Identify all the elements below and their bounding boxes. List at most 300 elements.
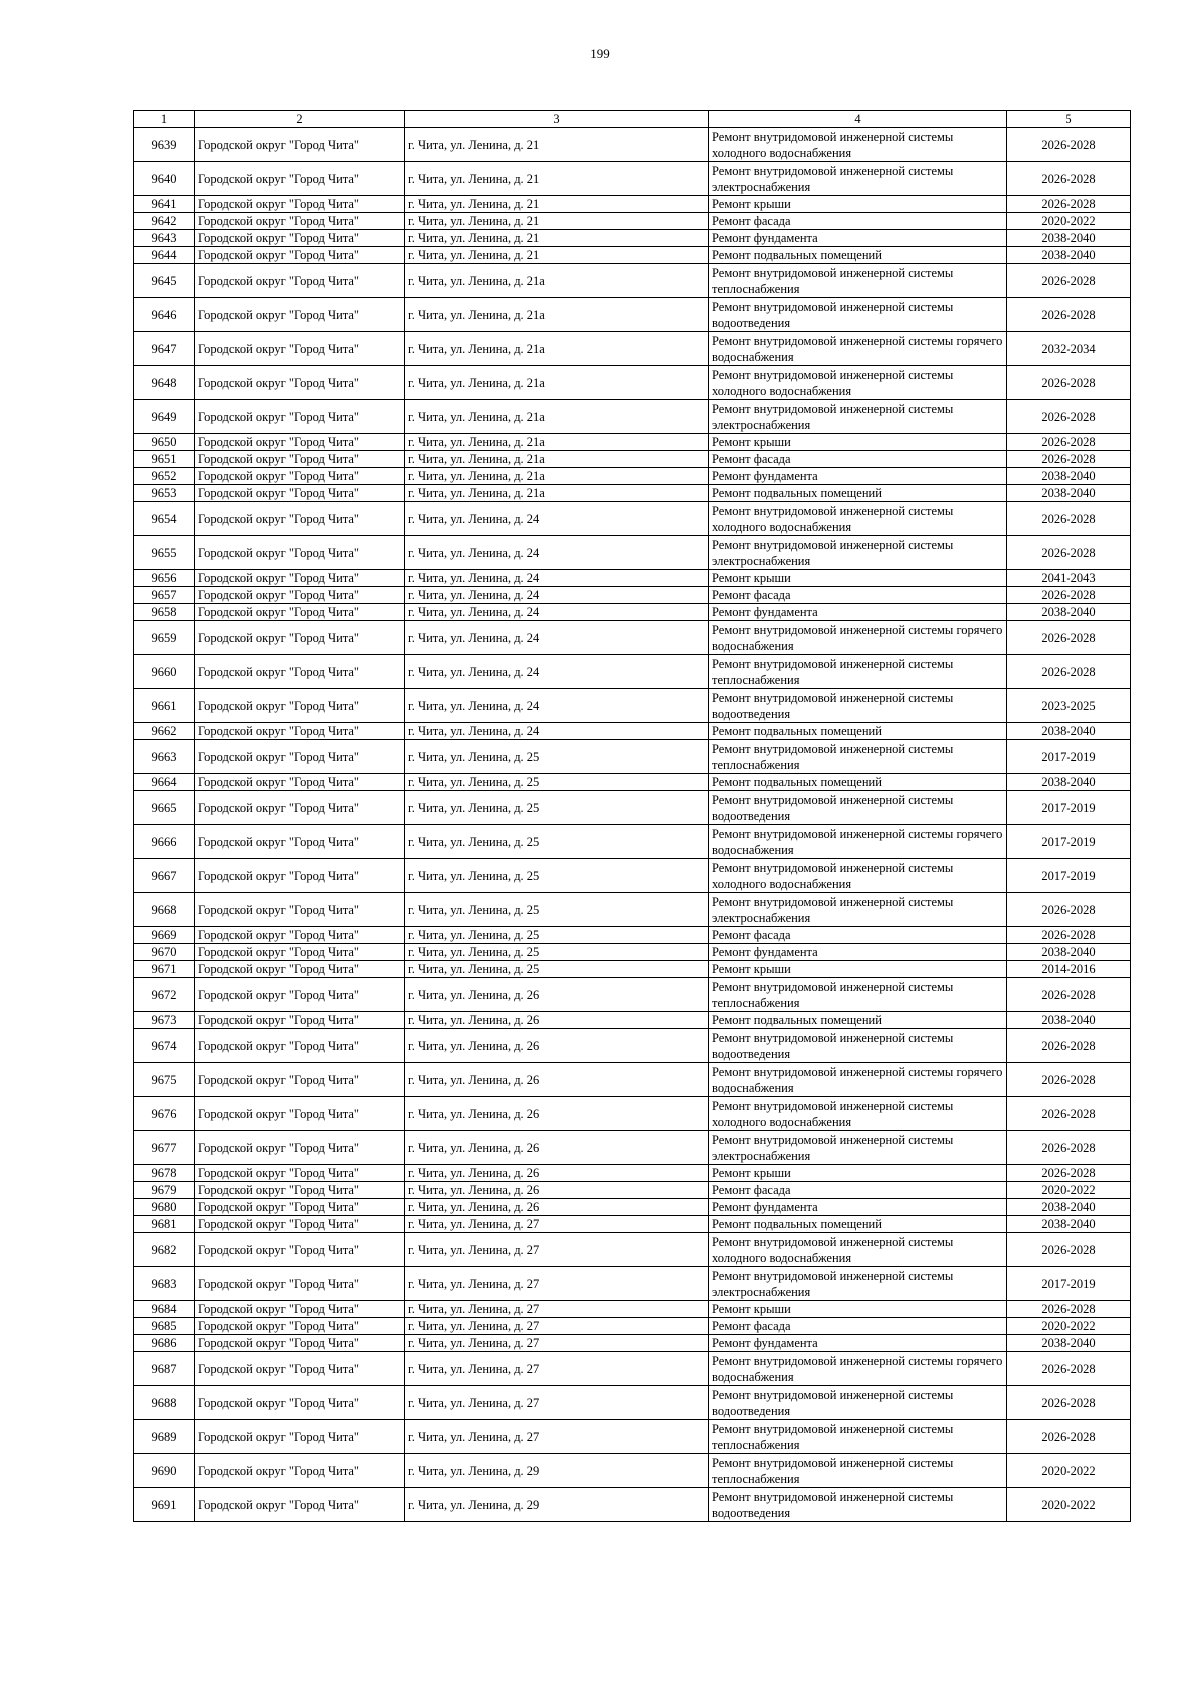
cell-municipality: Городской округ "Город Чита" [195,434,405,451]
cell-work-type: Ремонт фундамента [709,1199,1007,1216]
cell-address: г. Чита, ул. Ленина, д. 21 [405,162,709,196]
table-row [134,264,1131,298]
cell-row-number: 9669 [134,927,195,944]
cell-municipality: Городской округ "Город Чита" [195,1386,405,1420]
table-row [134,366,1131,400]
cell-row-number: 9683 [134,1267,195,1301]
cell-period: 2026-2028 [1007,298,1131,332]
cell-period: 2026-2028 [1007,927,1131,944]
cell-period: 2026-2028 [1007,400,1131,434]
cell-row-number: 9649 [134,400,195,434]
cell-work-type: Ремонт внутридомовой инженерной системы электроснабжения [709,536,1007,570]
cell-work-type: Ремонт внутридомовой инженерной системы электроснабжения [709,162,1007,196]
cell-period: 2038-2040 [1007,604,1131,621]
table-row [134,230,1131,247]
cell-address: г. Чита, ул. Ленина, д. 25 [405,774,709,791]
table-row [134,1097,1131,1131]
table-row [134,485,1131,502]
cell-period: 2041-2043 [1007,570,1131,587]
cell-address: г. Чита, ул. Ленина, д. 25 [405,791,709,825]
cell-municipality: Городской округ "Город Чита" [195,247,405,264]
cell-row-number: 9668 [134,893,195,927]
cell-work-type: Ремонт внутридомовой инженерной системы холодного водоснабжения [709,859,1007,893]
cell-period: 2026-2028 [1007,621,1131,655]
page-number: 199 [590,46,610,61]
cell-work-type: Ремонт внутридомовой инженерной системы холодного водоснабжения [709,128,1007,162]
cell-row-number: 9690 [134,1454,195,1488]
cell-address: г. Чита, ул. Ленина, д. 21а [405,400,709,434]
cell-address: г. Чита, ул. Ленина, д. 26 [405,1012,709,1029]
cell-period: 2020-2022 [1007,1318,1131,1335]
cell-municipality: Городской округ "Город Чита" [195,1267,405,1301]
cell-row-number: 9674 [134,1029,195,1063]
cell-address: г. Чита, ул. Ленина, д. 29 [405,1488,709,1522]
cell-address: г. Чита, ул. Ленина, д. 24 [405,536,709,570]
cell-municipality: Городской округ "Город Чита" [195,1301,405,1318]
cell-address: г. Чита, ул. Ленина, д. 24 [405,604,709,621]
cell-period: 2026-2028 [1007,196,1131,213]
cell-row-number: 9678 [134,1165,195,1182]
table-row [134,774,1131,791]
cell-work-type: Ремонт внутридомовой инженерной системы теплоснабжения [709,1454,1007,1488]
table-row [134,468,1131,485]
cell-work-type: Ремонт внутридомовой инженерной системы водоотведения [709,689,1007,723]
table-row [134,536,1131,570]
cell-work-type: Ремонт внутридомовой инженерной системы горячего водоснабжения [709,332,1007,366]
table-row [134,621,1131,655]
cell-period: 2017-2019 [1007,859,1131,893]
cell-municipality: Городской округ "Город Чита" [195,961,405,978]
table-row [134,1182,1131,1199]
cell-row-number: 9682 [134,1233,195,1267]
cell-municipality: Городской округ "Город Чита" [195,604,405,621]
cell-row-number: 9657 [134,587,195,604]
cell-row-number: 9673 [134,1012,195,1029]
cell-municipality: Городской округ "Город Чита" [195,1029,405,1063]
table-row [134,604,1131,621]
cell-work-type: Ремонт внутридомовой инженерной системы водоотведения [709,1488,1007,1522]
cell-work-type: Ремонт внутридомовой инженерной системы электроснабжения [709,893,1007,927]
cell-period: 2026-2028 [1007,1420,1131,1454]
cell-work-type: Ремонт внутридомовой инженерной системы водоотведения [709,1386,1007,1420]
cell-address: г. Чита, ул. Ленина, д. 21а [405,332,709,366]
cell-work-type: Ремонт внутридомовой инженерной системы электроснабжения [709,1131,1007,1165]
cell-address: г. Чита, ул. Ленина, д. 24 [405,587,709,604]
cell-period: 2038-2040 [1007,247,1131,264]
table-row [134,587,1131,604]
cell-period: 2026-2028 [1007,128,1131,162]
table-row [134,723,1131,740]
cell-address: г. Чита, ул. Ленина, д. 24 [405,621,709,655]
table-body [134,128,1131,1522]
cell-address: г. Чита, ул. Ленина, д. 21 [405,196,709,213]
cell-municipality: Городской округ "Город Чита" [195,859,405,893]
table-row [134,1488,1131,1522]
table-row [134,570,1131,587]
cell-work-type: Ремонт внутридомовой инженерной системы водоотведения [709,1029,1007,1063]
cell-row-number: 9653 [134,485,195,502]
cell-period: 2023-2025 [1007,689,1131,723]
table-row [134,944,1131,961]
cell-municipality: Городской округ "Город Чита" [195,451,405,468]
cell-period: 2026-2028 [1007,1386,1131,1420]
cell-municipality: Городской округ "Город Чита" [195,400,405,434]
cell-work-type: Ремонт внутридомовой инженерной системы водоотведения [709,791,1007,825]
cell-period: 2038-2040 [1007,230,1131,247]
table-row [134,332,1131,366]
cell-work-type: Ремонт внутридомовой инженерной системы горячего водоснабжения [709,621,1007,655]
table-row [134,1131,1131,1165]
cell-row-number: 9640 [134,162,195,196]
cell-municipality: Городской округ "Город Чита" [195,332,405,366]
cell-address: г. Чита, ул. Ленина, д. 21а [405,264,709,298]
cell-municipality: Городской округ "Город Чита" [195,1488,405,1522]
cell-period: 2026-2028 [1007,1233,1131,1267]
cell-municipality: Городской округ "Город Чита" [195,230,405,247]
cell-municipality: Городской округ "Город Чита" [195,536,405,570]
cell-municipality: Городской округ "Город Чита" [195,128,405,162]
cell-period: 2026-2028 [1007,502,1131,536]
cell-municipality: Городской округ "Город Чита" [195,655,405,689]
cell-address: г. Чита, ул. Ленина, д. 25 [405,859,709,893]
cell-period: 2026-2028 [1007,536,1131,570]
cell-address: г. Чита, ул. Ленина, д. 21а [405,485,709,502]
table-row [134,1012,1131,1029]
cell-address: г. Чита, ул. Ленина, д. 21 [405,128,709,162]
table-row [134,1165,1131,1182]
cell-row-number: 9643 [134,230,195,247]
cell-work-type: Ремонт внутридомовой инженерной системы горячего водоснабжения [709,1063,1007,1097]
table-row [134,1352,1131,1386]
cell-address: г. Чита, ул. Ленина, д. 27 [405,1318,709,1335]
cell-municipality: Городской округ "Город Чита" [195,1352,405,1386]
table-row [134,1199,1131,1216]
table-row [134,825,1131,859]
cell-work-type: Ремонт фасада [709,213,1007,230]
cell-row-number: 9661 [134,689,195,723]
cell-work-type: Ремонт подвальных помещений [709,485,1007,502]
cell-municipality: Городской округ "Город Чита" [195,587,405,604]
cell-address: г. Чита, ул. Ленина, д. 24 [405,723,709,740]
cell-municipality: Городской округ "Город Чита" [195,468,405,485]
table-row [134,740,1131,774]
table-row [134,1233,1131,1267]
cell-period: 2020-2022 [1007,213,1131,230]
cell-address: г. Чита, ул. Ленина, д. 21а [405,434,709,451]
cell-address: г. Чита, ул. Ленина, д. 26 [405,1182,709,1199]
cell-work-type: Ремонт внутридомовой инженерной системы электроснабжения [709,1267,1007,1301]
cell-address: г. Чита, ул. Ленина, д. 21 [405,213,709,230]
cell-work-type: Ремонт внутридомовой инженерной системы теплоснабжения [709,740,1007,774]
cell-period: 2038-2040 [1007,723,1131,740]
cell-municipality: Городской округ "Город Чита" [195,944,405,961]
cell-period: 2032-2034 [1007,332,1131,366]
table-row [134,1386,1131,1420]
table-row [134,1267,1131,1301]
table-row [134,162,1131,196]
cell-work-type: Ремонт подвальных помещений [709,774,1007,791]
cell-address: г. Чита, ул. Ленина, д. 26 [405,978,709,1012]
cell-municipality: Городской округ "Город Чита" [195,298,405,332]
cell-period: 2026-2028 [1007,1029,1131,1063]
cell-address: г. Чита, ул. Ленина, д. 29 [405,1454,709,1488]
cell-work-type: Ремонт внутридомовой инженерной системы горячего водоснабжения [709,1352,1007,1386]
cell-address: г. Чита, ул. Ленина, д. 25 [405,825,709,859]
cell-row-number: 9659 [134,621,195,655]
cell-period: 2017-2019 [1007,825,1131,859]
cell-address: г. Чита, ул. Ленина, д. 27 [405,1335,709,1352]
cell-work-type: Ремонт подвальных помещений [709,247,1007,264]
cell-row-number: 9660 [134,655,195,689]
cell-address: г. Чита, ул. Ленина, д. 25 [405,961,709,978]
cell-period: 2020-2022 [1007,1488,1131,1522]
cell-work-type: Ремонт крыши [709,1301,1007,1318]
cell-municipality: Городской округ "Город Чита" [195,1182,405,1199]
cell-work-type: Ремонт внутридомовой инженерной системы холодного водоснабжения [709,366,1007,400]
cell-work-type: Ремонт внутридомовой инженерной системы теплоснабжения [709,978,1007,1012]
cell-row-number: 9689 [134,1420,195,1454]
cell-work-type: Ремонт внутридомовой инженерной системы электроснабжения [709,400,1007,434]
cell-work-type: Ремонт крыши [709,434,1007,451]
table-row [134,859,1131,893]
cell-period: 2038-2040 [1007,1335,1131,1352]
cell-period: 2026-2028 [1007,434,1131,451]
cell-row-number: 9685 [134,1318,195,1335]
cell-period: 2026-2028 [1007,451,1131,468]
cell-address: г. Чита, ул. Ленина, д. 21а [405,468,709,485]
header-cell-3: 3 [405,111,709,128]
cell-address: г. Чита, ул. Ленина, д. 21а [405,366,709,400]
cell-municipality: Городской округ "Город Чита" [195,1335,405,1352]
cell-row-number: 9687 [134,1352,195,1386]
cell-row-number: 9670 [134,944,195,961]
cell-period: 2020-2022 [1007,1454,1131,1488]
table-row [134,213,1131,230]
cell-address: г. Чита, ул. Ленина, д. 26 [405,1199,709,1216]
cell-municipality: Городской округ "Город Чита" [195,1216,405,1233]
cell-address: г. Чита, ул. Ленина, д. 25 [405,944,709,961]
table-row [134,689,1131,723]
table-row [134,128,1131,162]
table-row [134,451,1131,468]
cell-row-number: 9691 [134,1488,195,1522]
cell-period: 2026-2028 [1007,655,1131,689]
cell-period: 2026-2028 [1007,1165,1131,1182]
cell-municipality: Городской округ "Город Чита" [195,213,405,230]
cell-address: г. Чита, ул. Ленина, д. 25 [405,927,709,944]
cell-municipality: Городской округ "Город Чита" [195,774,405,791]
cell-row-number: 9644 [134,247,195,264]
cell-municipality: Городской округ "Город Чита" [195,621,405,655]
cell-period: 2017-2019 [1007,791,1131,825]
cell-municipality: Городской округ "Город Чита" [195,570,405,587]
table-row [134,1454,1131,1488]
cell-municipality: Городской округ "Город Чита" [195,978,405,1012]
repair-schedule-table [133,110,1131,1522]
cell-address: г. Чита, ул. Ленина, д. 27 [405,1233,709,1267]
cell-work-type: Ремонт крыши [709,570,1007,587]
cell-municipality: Городской округ "Город Чита" [195,1165,405,1182]
cell-municipality: Городской округ "Город Чита" [195,1131,405,1165]
cell-municipality: Городской округ "Город Чита" [195,1318,405,1335]
cell-work-type: Ремонт крыши [709,1165,1007,1182]
cell-period: 2038-2040 [1007,485,1131,502]
cell-municipality: Городской округ "Город Чита" [195,893,405,927]
cell-period: 2020-2022 [1007,1182,1131,1199]
cell-municipality: Городской округ "Город Чита" [195,1233,405,1267]
cell-period: 2026-2028 [1007,264,1131,298]
cell-address: г. Чита, ул. Ленина, д. 27 [405,1216,709,1233]
cell-period: 2038-2040 [1007,944,1131,961]
cell-row-number: 9647 [134,332,195,366]
cell-work-type: Ремонт фасада [709,587,1007,604]
cell-work-type: Ремонт внутридомовой инженерной системы холодного водоснабжения [709,1233,1007,1267]
cell-municipality: Городской округ "Город Чита" [195,264,405,298]
cell-period: 2038-2040 [1007,468,1131,485]
cell-work-type: Ремонт крыши [709,961,1007,978]
table-row [134,1420,1131,1454]
cell-work-type: Ремонт фундамента [709,230,1007,247]
cell-work-type: Ремонт внутридомовой инженерной системы теплоснабжения [709,1420,1007,1454]
cell-period: 2026-2028 [1007,1352,1131,1386]
cell-address: г. Чита, ул. Ленина, д. 21 [405,247,709,264]
cell-row-number: 9639 [134,128,195,162]
cell-period: 2038-2040 [1007,774,1131,791]
cell-work-type: Ремонт внутридомовой инженерной системы водоотведения [709,298,1007,332]
cell-work-type: Ремонт внутридомовой инженерной системы горячего водоснабжения [709,825,1007,859]
table-row [134,1063,1131,1097]
cell-municipality: Городской округ "Город Чита" [195,689,405,723]
cell-row-number: 9684 [134,1301,195,1318]
cell-work-type: Ремонт фундамента [709,604,1007,621]
cell-period: 2026-2028 [1007,1063,1131,1097]
cell-municipality: Городской округ "Город Чита" [195,162,405,196]
header-row [134,111,1131,128]
cell-municipality: Городской округ "Город Чита" [195,1097,405,1131]
table-row [134,196,1131,213]
cell-row-number: 9675 [134,1063,195,1097]
cell-municipality: Городской округ "Город Чита" [195,196,405,213]
cell-row-number: 9681 [134,1216,195,1233]
table-header [134,111,1131,128]
cell-municipality: Городской округ "Город Чита" [195,1063,405,1097]
cell-row-number: 9665 [134,791,195,825]
table-row [134,1301,1131,1318]
cell-address: г. Чита, ул. Ленина, д. 24 [405,502,709,536]
cell-municipality: Городской округ "Город Чита" [195,1199,405,1216]
cell-address: г. Чита, ул. Ленина, д. 27 [405,1301,709,1318]
cell-municipality: Городской округ "Город Чита" [195,927,405,944]
table-row [134,434,1131,451]
cell-work-type: Ремонт фасада [709,927,1007,944]
cell-period: 2017-2019 [1007,740,1131,774]
cell-municipality: Городской округ "Город Чита" [195,502,405,536]
cell-row-number: 9658 [134,604,195,621]
cell-address: г. Чита, ул. Ленина, д. 26 [405,1029,709,1063]
cell-address: г. Чита, ул. Ленина, д. 26 [405,1097,709,1131]
cell-row-number: 9676 [134,1097,195,1131]
cell-work-type: Ремонт внутридомовой инженерной системы холодного водоснабжения [709,1097,1007,1131]
cell-period: 2026-2028 [1007,587,1131,604]
cell-period: 2026-2028 [1007,978,1131,1012]
table-row [134,961,1131,978]
cell-work-type: Ремонт подвальных помещений [709,723,1007,740]
header-cell-5: 5 [1007,111,1131,128]
cell-address: г. Чита, ул. Ленина, д. 26 [405,1063,709,1097]
cell-period: 2014-2016 [1007,961,1131,978]
cell-address: г. Чита, ул. Ленина, д. 27 [405,1420,709,1454]
table-row [134,502,1131,536]
cell-municipality: Городской округ "Город Чита" [195,1454,405,1488]
cell-row-number: 9663 [134,740,195,774]
cell-row-number: 9671 [134,961,195,978]
cell-row-number: 9641 [134,196,195,213]
cell-row-number: 9648 [134,366,195,400]
cell-municipality: Городской округ "Город Чита" [195,825,405,859]
cell-address: г. Чита, ул. Ленина, д. 26 [405,1165,709,1182]
header-cell-2: 2 [195,111,405,128]
cell-work-type: Ремонт крыши [709,196,1007,213]
cell-address: г. Чита, ул. Ленина, д. 24 [405,570,709,587]
cell-row-number: 9688 [134,1386,195,1420]
cell-address: г. Чита, ул. Ленина, д. 21а [405,298,709,332]
cell-municipality: Городской округ "Город Чита" [195,791,405,825]
cell-address: г. Чита, ул. Ленина, д. 25 [405,740,709,774]
cell-municipality: Городской округ "Город Чита" [195,485,405,502]
cell-work-type: Ремонт фасада [709,451,1007,468]
cell-municipality: Городской округ "Город Чита" [195,740,405,774]
cell-row-number: 9646 [134,298,195,332]
cell-municipality: Городской округ "Город Чита" [195,366,405,400]
cell-row-number: 9679 [134,1182,195,1199]
cell-row-number: 9655 [134,536,195,570]
cell-row-number: 9650 [134,434,195,451]
cell-row-number: 9686 [134,1335,195,1352]
cell-work-type: Ремонт фасада [709,1182,1007,1199]
cell-period: 2038-2040 [1007,1216,1131,1233]
cell-row-number: 9664 [134,774,195,791]
cell-work-type: Ремонт фундамента [709,468,1007,485]
cell-row-number: 9672 [134,978,195,1012]
cell-address: г. Чита, ул. Ленина, д. 21а [405,451,709,468]
table-row [134,1029,1131,1063]
table-row [134,893,1131,927]
cell-row-number: 9667 [134,859,195,893]
table-row [134,1335,1131,1352]
header-cell-4: 4 [709,111,1007,128]
cell-row-number: 9662 [134,723,195,740]
cell-row-number: 9652 [134,468,195,485]
cell-row-number: 9680 [134,1199,195,1216]
table-row [134,298,1131,332]
cell-municipality: Городской округ "Город Чита" [195,1420,405,1454]
cell-address: г. Чита, ул. Ленина, д. 24 [405,655,709,689]
cell-municipality: Городской округ "Город Чита" [195,1012,405,1029]
cell-period: 2017-2019 [1007,1267,1131,1301]
cell-work-type: Ремонт внутридомовой инженерной системы холодного водоснабжения [709,502,1007,536]
cell-period: 2026-2028 [1007,1131,1131,1165]
cell-address: г. Чита, ул. Ленина, д. 24 [405,689,709,723]
table-row [134,247,1131,264]
cell-row-number: 9645 [134,264,195,298]
cell-period: 2026-2028 [1007,1301,1131,1318]
cell-period: 2038-2040 [1007,1199,1131,1216]
table-row [134,400,1131,434]
cell-work-type: Ремонт внутридомовой инженерной системы теплоснабжения [709,655,1007,689]
cell-address: г. Чита, ул. Ленина, д. 26 [405,1131,709,1165]
cell-row-number: 9642 [134,213,195,230]
cell-period: 2026-2028 [1007,893,1131,927]
